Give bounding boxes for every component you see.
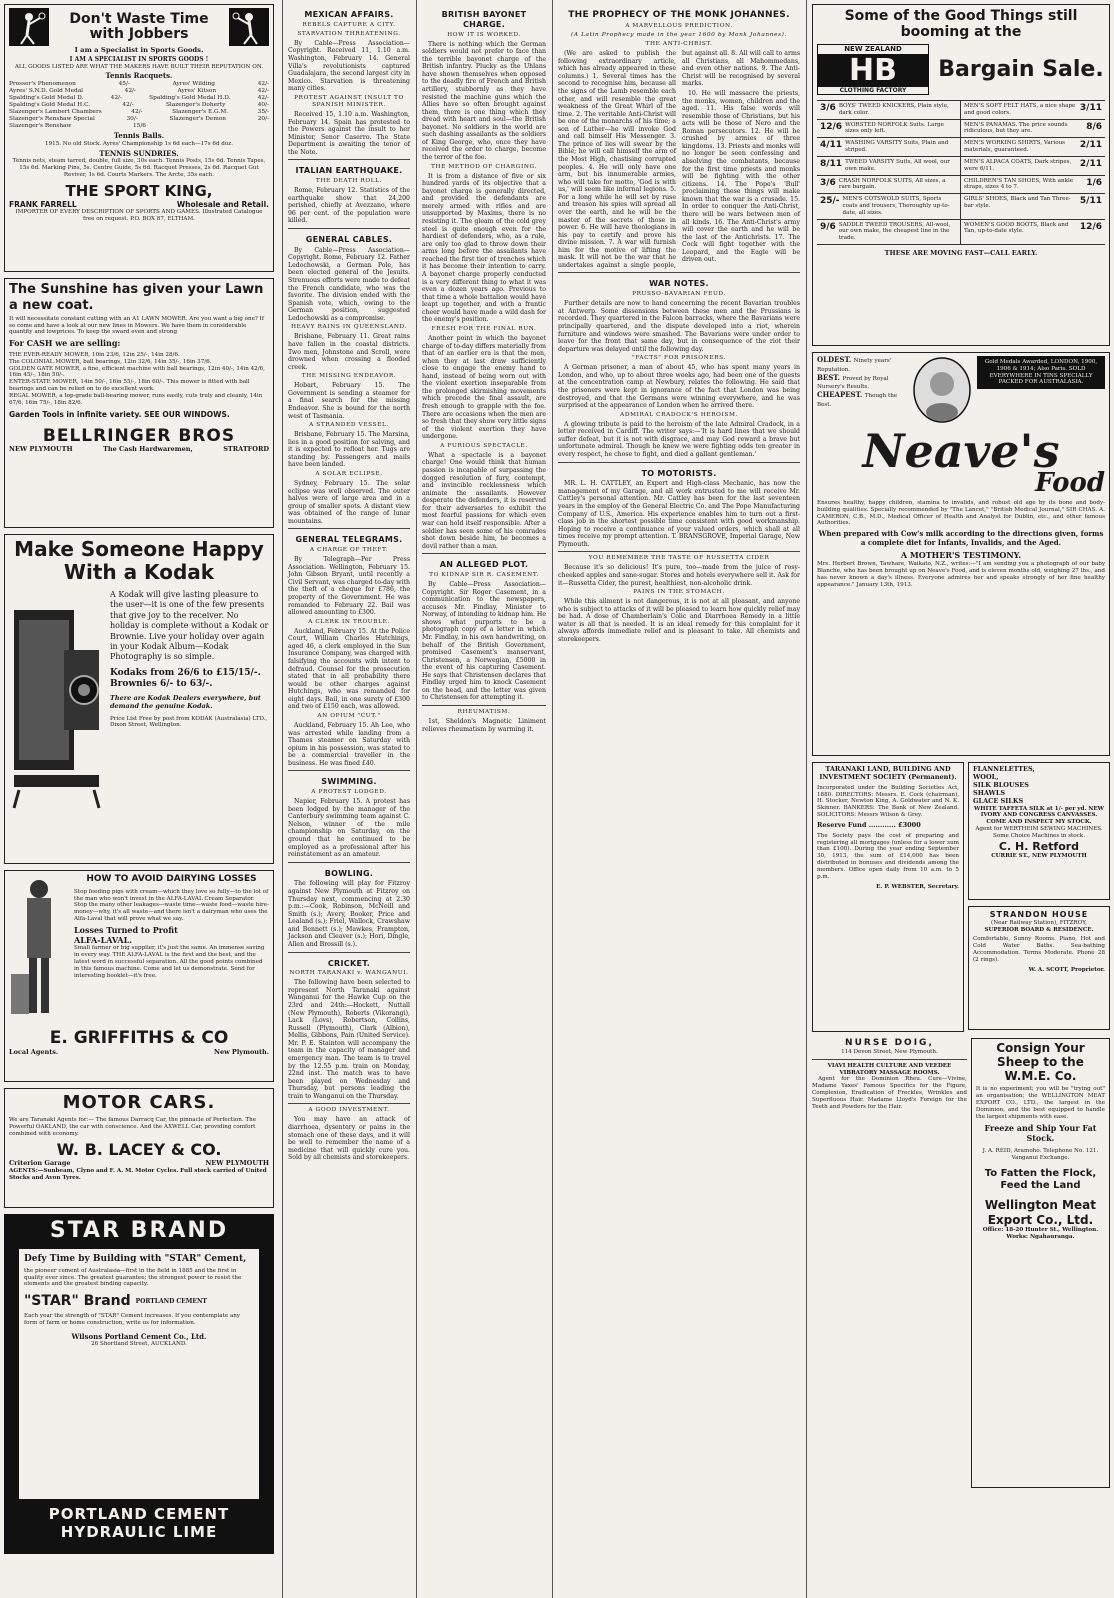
article-subheading: HEAVY RAINS IN QUEENSLAND. [290,324,408,331]
price-row: Slazenger's Lambert Chambers 42/- Slazenger's E.G.M. 35/- [9,109,269,116]
ad-subhead: Defy Time by Building with "STAR" Cement, [24,1253,247,1264]
address: CURRIE ST., NEW PLYMOUTH [991,853,1087,860]
badge: CHEAPEST. Though the Best. [817,390,898,409]
article-body: Auckland, February 15. At the Police Court, William Charles Hutchings, aged 46, a clerk employed in the Sun Insurance Company, was charged with falsifying the accounts with intent to defraud. Counsel for the prosecution stated that in all probability there would be other charges against Hutchings, who was remanded for eight days. Bail, in one surety of £300 and two of £150 each, was allowed. [288,627,410,711]
ad-line: I AM A SPECIALIST IN SPORTS GOODS ! [69,56,209,64]
firm-name: Wellington Meat Export Co., Ltd. [984,1197,1096,1227]
ad-subhead: Freeze and Ship Your Fat Stock. [984,1123,1097,1144]
list-item: THE EVER-READY MOWER, 10in 23/6, 12in 25/-, 14in 28/6. [9,351,180,358]
ad-line: PORTLAND CEMENT [135,1298,207,1306]
column-divider [552,0,553,1598]
price-cell: MEN'S WORKING SHIRTS, Various materials, guaranteed. 2/11 [961,138,1105,157]
price-row: Spalding's Gold Medal D. 42/- Spalding's Gold Medal H.D. 42/- [9,95,269,102]
brand-name: THE SPORT KING, [65,181,213,200]
agent-line: J. A. REID, Aramoho. Telephone No. 121. Vanganui Exchange. [982,1147,1099,1161]
owner-tail: Wholesale and Retail. [176,199,269,209]
ad-line: Criterion Garage [9,1158,71,1167]
article-subheading: YOU REMEMBER THE TASTE OF RUSSETTA CIDER [588,555,770,562]
neaves-food-ad [812,352,1110,756]
farmer-separator-icon [9,874,69,1024]
ad-subhead: A MOTHER'S TESTIMONY. [900,550,1022,561]
price-cell: MEN'S PANAMAS. The price sounds ridiculous, but they are. 8/6 [961,120,1105,139]
price-cell: 9/6 SADDLE TWEED TROUSERS, All-wool, our own make, the cheapest line in the trade. [817,220,961,245]
ad-headline: HOW TO AVOID DAIRYING LOSSES [86,874,257,884]
ad-line: COME AND INSPECT MY STOCK. [986,819,1092,826]
taranaki-society-ad [812,762,964,1032]
ad-headline: STRANDON HOUSE [989,910,1089,919]
article-body: Sydney, February 15. The solar eclipse was well observed. The outer halves were of large area and in a group of smaller spots. A distant view was obtained of the range of lunar mountains. [288,480,410,525]
article-body: While this ailment is not dangerous, it is not at all pleasant, and anyone who is subject to attacks of it will be pleased to learn how quickly relief may be had. A dose of Chamberlain's Colic and Diarrhoea Remedy in a little water is all that is needed. It is an ideal remedy for this complaint for it always affords immediate relief and is pleasant to take. All chemists and storekeepers. [558,598,800,643]
article-body: By Cable—Press Association—Copyright. Received 11, 1.10 a.m. Washington, February 14. General Villa's revolutionists captured Guadalajara, the second largest city in Mexico. Starvation is threatening many cities. [288,39,410,93]
article-subheading: A GOOD INVESTMENT. [308,1107,390,1114]
article-body: You may have an attack of diarrhoea, dysentery or pains in the stomach one of these days, and it will be well to remember the name of a medicine that will quickly cure you. Sold by all chemists and storekeepers. [288,1116,410,1162]
list-item: SILK BLOUSES [973,780,1029,789]
ad-subhead: For CASH we are selling: [9,338,121,349]
mower-list [9,352,269,407]
article-body: Rome, February 12. Statistics of the earthquake show that 24,200 perished, chiefly at Avezzano, where 96 per cent. of the population were killed. [288,187,410,225]
ad-text: It is no experiment; you will be "trying out" an organisation; the WELLINGTON MEAT EXPORT CO., LTD., the largest in the Dominion, and the best equipped to handle the largest shipments with ease. [975,1086,1105,1120]
article-body: The following have been selected to represent North Taranaki against Wanganui for the Hawke Cup on the 23rd and 24th:—Hockett, Nuttall (New Plymouth), Roberts (Vikorangi), Lack (Lovs), Robertson, Collins, Russell (Plymouth), Clark (Albion), Mellis, Gibbons, Pain (United Service). Mr. P. E. Stainton will accompany the team in the capacity of manager and emergency man. The team is to travel by the 12.55 p.m. train on Monday, 22nd inst. The match was to have been played on Wednesday and Thursday, but persons leading the train to Wanganui on the Thursday. [288,979,410,1100]
article-body: MR. L. H. CATTLEY, an Expert and High-class Mechanic, has now the management of my Garage, and all work entrusted to me will receive Mr. Cattley's personal attention. Mr. Cattley has been for the last seventeen years in the employ of the General Electric Co. and The Pope Manufacturing Company of U.S., America. His experience enables him to turn out a first-class job in the shortest possible time consistent with good workmanship. Hoping to receive a continuance of your valued orders, which shall at all times receive my prompt attention. T. BRANSGROVE, Imperial Garage, New Plymouth. [558,480,800,548]
price-cell: WOMEN'S GOOD BOOTS, Black and Tan, up-to-date style. 12/6 [961,220,1105,245]
article-body: Brisbane, February 11. Great rains have fallen in the coastal districts. Two men, Johnstone and Scroll, were drowned when crossing a flooded creek. [288,333,410,371]
article-body: Further details are now to hand concerning the recent Bavarian troubles at Antwerp. Some dissensions between these men and the Prussians is recorded. They quartered in the Falcon barracks, where the Bavarians were principally quartered, and the dispute developed into a riot, wherein furniture and windows were smashed. The Bavarians were under order to leave for the front that same day, but in consequence of the riot their departure was delayed until the following day. [558,300,800,353]
article-subheading: A PROTEST LODGED. [311,789,387,796]
article-subheading: A FURIOUS SPECTACLE. [440,442,528,449]
ad-headline: TARANAKI LAND, BUILDING AND INVESTMENT SOCIETY (Permanent). [819,765,957,781]
price-row: Ayres' S.N.D. Gold Medal 42/- Ayres' Kitson 42/- [9,88,269,94]
article-body: It is from a distance of five or six hundred yards of its objective that a bayonet charge is generally directed, and provided the defendants are merely armed with rifles and are unsupported by Maxims, there is no resisting it. The gleam of the cold grey steel is quite enough even for the hardiest of defenders, who, as a rule, are only too glad to throw down their arms long before the assailants have reached the first tier of trenches which it has become their intention to carry. A bayonet charge properly conducted is a very different thing to what it was even a dozen years ago. Previous to that time a whole battalion would have leapt up together, and with a frantic cheer would have made a wild dash for the enemy's position. [422,172,546,324]
column-divider [806,0,807,1598]
price-row: Prosser's Phenomenon 45/- Ayres' Wilding 42/- [9,80,269,87]
hb-logo [817,44,929,95]
ad-footer: AGENTS:—Sunbeam, Clyno and F. A. M. Motor Cycles. Full stock carried of United Stocks and Avon Tyres. [9,1167,267,1181]
article-heading: TO MOTORISTS. [641,468,717,478]
address: 26 Shortland Street, AUCKLAND. [91,1341,187,1348]
ad-text: Tennis nets, steam tarred, double, full size, 30s each. Tennis Posts, 15s 6d. Tennis Tapes, 15s 6d. Marking Pins, 5s. Centre Guide, 5s 6d. Racquet Presses, 2s 6d. Racquet Gut Reviver, 1s 6d. Courts Markers. The Arcte, 35s each. [12,158,266,178]
article-body: 10. He will massacre the priests, the monks, women, children and the aged. 11. His false words will resemble those of Christians, but his acts will be those of Nero and the Roman persecutors. 12. He will be crushed by armies of three kingdoms. 13. Priests and monks will no longer be seen confessing and absolving the combatants, because for the first time priests and monks will be fighting with the other citizens. 14. The Pope's 'Bull' proclaiming these things will make known that the war is a crusade. 15. In order to conquer the Anti-Christ, there will be wars between men of all kinds. 16. The Anti-Christ's army will cover the earth and he will be the last of the Antichrists. 17. The Cock will fight together with the Leopard, and the Eagle will be driven out. [682,89,800,264]
article-body: Another point in which the bayonet charge of to-day differs materially from that of an earlier era is that the men, when they at last draw sufficiently close to engage the enemy hand to hand, instead of being worn out with the violent exertion inseparable from the prolonged skirmishing movements which precede the final assault, are fresh enough to grapple with the foe. There are occasions when the men are so fresh that they show very little signs of the violent exertion they have undergone. [422,334,546,441]
price-cell: MEN'S ALPACA COATS, Dark stripes, were 6/11. 2/11 [961,157,1105,176]
ad-text: Agent for WERTHEIM SEWING MACHINES. Some Choice Machines in stock. [975,826,1103,839]
article-heading: GENERAL CABLES. [305,234,393,244]
news-column-3 [418,0,550,1598]
article-subheading: "FACTS" FOR PRISONERS. [632,355,726,362]
article-body: Received 15, 1.10 a.m. Washington, February 14. Spain has protested to the Powers against the insult to her Minister, Senor Caserro. The State Department is awaiting the tenor of the Note. [288,110,410,156]
news-column-4 [554,0,804,1598]
ad-text: It will necessitate constant cutting with an A1 LAWN MOWER. Are you want a big one? If so come and have a look at our new lines in Mowers. We have them in considerable quantity and lowprices. To keep the sward even and strong [9,315,264,336]
article-heading: BOWLING. [324,868,374,878]
firm-name: Wilsons Portland Cement Co., Ltd. [71,1331,207,1341]
tennis-player-icon [9,8,49,46]
reserve-fund: Reserve Fund ............ £3000 [817,820,921,829]
signature: W. A. SCOTT, Proprietor. [1028,966,1105,973]
article-body: Auckland, February 15. Ah Lee, who was arrested while landing from a Thames steamer on Saturday with opium in his possession, was stated to be a commercial traveller in the business. He was fined £40. [288,722,410,767]
article-subheading: FRESH FOR THE FINAL RUN. [431,325,537,332]
bellringer-lawn-mower-ad [4,278,274,528]
ads-column-left [0,0,278,1598]
retford-drapery-ad [968,762,1110,900]
ad-headline: Bargain Sale. [938,56,1104,82]
news-column-2 [284,0,414,1598]
article-body: Hobart, February 15. The Government is sending a steamer for a final search for the missing Endeavor. She is bound for the north west of Tasmania. [288,382,410,420]
ad-subhead: When prepared with Cow's milk according to the directions given, forms a complete diet for Infants, Invalids, and the Aged. [818,529,1104,547]
brand-subname: Food [1035,468,1105,498]
firm-name: C. H. Retford [998,839,1080,853]
badge: BEST. Proved by Royal Nursery's Results. [817,372,889,391]
ad-text: Small farmer or big supplier, it's just the same. An immense saving in every way. THE ALFA-LAVAL is the first and the best, and the latest word in successful separation. All the good points combined in this famous machine. Come and let us demonstrate. Send for interesting booklet—it's free. [74,945,265,979]
racquet-price-list [9,81,269,130]
article-subheading: ADMIRAL CRADOCK'S HEROISM. [620,411,738,418]
article-subheading: RHEUMATISM. [457,709,511,715]
ad-footer: THESE ARE MOVING FAST—CALL EARLY. [884,249,1038,258]
list-item: WOOL, [973,772,999,781]
article-heading: SWIMMING. [321,777,377,787]
price-row: Spalding's Gold Medal H.C. 42/- Slazenger's Doherty 40/- [9,102,269,109]
price-grid [817,100,1105,245]
sport-king-ad [4,4,274,272]
medals-box: Gold Medals Awarded, LONDON, 1900, 1906 & 1914; Also Paris. SOLD EVERYWHERE IN TINS SPECIALLY PACKED FOR AUSTRALASIA. [977,356,1105,389]
ad-headline: STAR BRAND [49,1218,229,1243]
wme-meat-export-ad [971,1038,1110,1488]
price-cell: 3/6 BOYS' TWEED KNICKERS, Plain style, dark color. [817,101,961,120]
article-subheading: A CLERK IN TROUBLE. [308,618,390,625]
article-heading: WAR NOTES. [649,279,709,289]
price-cell: 3/6 CRASH NORFOLK SUITS, All sizes, a rare bargain. [817,176,961,195]
article-heading: GENERAL TELEGRAMS. [295,535,403,545]
article-subheading: REBELS CAPTURE A CITY. [302,21,396,28]
ad-text: Each year the strength of "STAR" Cement increases. If you contemplate any form of farm or home construction, write us for information. [24,1313,241,1327]
article-heading: ITALIAN EARTHQUAKE. [295,166,403,176]
list-item: FLANNELETTES, [973,765,1035,773]
ad-subhead: To Fatten the Flock, Feed the Land [984,1167,1097,1191]
ad-subhead: Losses Turned to Profit [74,924,178,935]
article-subheading: THE METHOD OF CHARGING. [430,163,538,170]
ad-text: We are Taranaki Agents for:— The famous Darracq Car, the pinnacle of Perfection. The Powerful OAKLAND, the car with conscience. And the AXWELL Car, providing comfort combined with economy. [9,1116,257,1137]
list-item: GLACE SILKS [973,796,1024,805]
article-body: (We are asked to publish the following extraordinary article, which has already appeared in these columns.) 1. Several times has the second to recognise him, because all the signs of the Lamb resemble each other, and will resemble the great weakness of the Great Whirl of the time. 2. The veritable Anti-Christ will be one of the monarchs of his time; a son of Luther—he will invoke God and call himself His Messenger. 3. The prince of lies will swear by the Bible; he will call himself the arm of the Most High, chastising corrupted peoples. 4. He will only have one arm, but his innumerable armies, who will take for motto, 'God is with us,' will seem like infernal legions. 5. For a long while he will set by ruse and treason his spies will spread all over the earth, and he will be the master of the secrets of those in power. 6. He will have theologians in his pay to certify and prove his divine mission. 7. A war will furnish him for the motive of lifting the mask. It will not be the war that he undertakes against a single people, but against all. 8. All will call to arms all Christians, all Mahommedans, and even other nations. 9. The Anti-Christ will be recognised by several marks. [558,50,800,269]
owner-name: FRANK FARRELL [9,199,77,209]
badge-list [817,356,907,409]
ad-line: (Near Railway Station), FITZROY, [991,919,1087,926]
ad-headline: The Sunshine has given your Lawn a new coat. [9,282,264,313]
section-title: Tennis Racquets. [105,71,173,81]
article-body: 1st, Sheldon's Magnetic Liniment relieves rheumatism by warming it. [422,718,546,733]
list-item: The COLONIAL MOWER, ball bearings, 12in 32/6, 14in 35/-, 16in 37/6. [9,358,212,365]
tennis-player-icon [229,8,269,46]
section-title: TENNIS SUNDRIES. [99,148,179,158]
list-item: ENTER-STATE MOWER, 14in 50/-, 16in 55/-, 18in 60/-. This mower is fitted with ball bearings and can be relied on to do excellent work. [9,379,250,392]
article-subheading: THE DEATH ROLL. [315,178,383,185]
hb-logo-mark: HB [818,54,928,87]
ad-text: 1915. No old Stock. Ayres' Championship 1s 6d each—17s 6d doz. [45,140,233,147]
article-body: By Telegraph—Per Press Association. Wellington, February 15. John Gibson Bryant, until recently a Civil Servant, was charged to-day with the theft of a cheque for £786, the property of the Government. He was remanded to February 22. Bail was allowed amounting to £300. [288,556,410,617]
article-subheading: HOW IT IS WORKED. [447,31,521,38]
ad-text: the pioneer cement of Australasia—first in the field in 1885 and the first in quality ever since. The greatest guarantee; the strongest power to resist the elements and the greatest binding capacity. [24,1267,242,1288]
ad-line: Garden Tools in infinite variety. SEE OUR WINDOWS. [9,410,230,420]
town: NEW PLYMOUTH [205,1158,269,1167]
article-subheading: A CHARGE OF THEFT. [309,547,389,554]
price-cell: CHILDREN'S TAN SHOES, With ankle straps, sizes 4 to 7. 1/6 [961,176,1105,195]
article-body: A glowing tribute is paid to the heroism of the late Admiral Cradock, in a letter received in Cardiff. The writer says:—'It is hard lines that we should suffer defeat, but it is not with disgrace, and may God reward a brave but unfortunate admiral. Though he knew we were fighting odds ten greater in every respect, he chose to fight, and died a gallant gentleman.' [558,420,800,458]
town: New Plymouth. [214,1047,269,1056]
article-subheading: TO KIDNAP SIR R. CASEMENT. [429,571,539,578]
column-divider [282,0,283,1598]
price-cell: 4/11 WASHING VARSITY Suits, Plain and striped. [817,138,961,157]
ad-text: Mrs. Herbert Brown, Tawhare, Waikato, N.Z., writes:—"I am sending you a photograph of our baby Blanche, who has been brought up on Neave's Food, and is eleven months old, weighing 27 lbs., and has never known a day's illness. Everyone admires her and speaks strongly of her fine healthy appearance." January 13th, 1913. [817,561,1105,588]
article-subheading: PROTEST AGAINST INSULT TO SPANISH MINISTER. [294,94,404,108]
ad-headline: NURSE DOIG, [845,1038,934,1048]
alfa-laval-ad [4,870,274,1082]
ad-text: Stop feeding pigs with cream—which they love so fully—to the lot of the man who won't invest in the ALFA-LAVAL Cream Separator. Stop the many other leakages—waste time—waste food—waste hire-money—why, it's all waste—and there isn't a dairyman who uses the Alfa-Laval that will prove what we say. [74,888,269,922]
brand-name: BELLRINGER BROS [42,425,236,446]
ad-subhead: SUPERIOR BOARD & RESIDENCE. [984,926,1094,933]
article-body: Brisbane, February 15. The Marsina, lies in a good position for salving, and it is expected to refloat her. Tugs are standing by. Passengers and mails have been landed. [288,431,410,469]
article-subheading: PRUSSO-BAVARIAN FEUD. [632,291,726,298]
signature: E. P. WEBSTER, Secretary. [876,883,959,890]
article-body: There is nothing which the German soldiers would not prefer to face than the terrible bayonet charge of the British infantry. Plucky as the Uhlans have shown themselves when opposed to the deadly fire of French and British artillery, stubbornly as they have resisted the machine guns which the Allies have so often brought against them, there is one thing which they dread with heart and soul—the British bayonet. No soldiers in the world are such dashing assailants as the soldiers of King George, who, once they have received the order to charge, become the terror of the foe. [422,40,546,161]
logo-line: NEW ZEALAND [844,45,902,54]
section-title: Tennis Balls. [113,131,165,141]
hb-bargain-sale-ad [812,4,1110,346]
article-body: Napier, February 15. A protest has been lodged by the manager of the Canterbury swimming team against C. Nelson, winner of the mile championship on Saturday, on the ground that he continued to be employed as a professional after his reinstatement as an amateur. [288,798,410,859]
price-cell: GIRLS' SHOES, Black and Tan Three-bar style. 5/11 [961,194,1105,219]
ad-headline: Some of the Good Things still booming at the [844,8,1078,41]
ad-text: Ensures healthy, happy children, stamina to invalids, and robust old age by its bone and body-building qualities. Specially recommended by "The Lancet," "British Medical Journal," SIR CHAS. A. CAMERON, C.B., M.D., Medical Officer of Health and Analyst for Dublin, etc., and other famous Authorities. [817,500,1105,527]
badge: OLDEST. Ninety years' Reputation. [817,355,892,373]
article-body: A German prisoner, a man of about 45, who has spent many years in London, and who, up to about three weeks ago, had been one of the guests at the concentration camp at Newbury, relates the following. He said that the prisoners were kept in ignorance of the fact that London was being destroyed, and that the Germans were winning everywhere, and he was surprised at the appearance of London when he arrived there. [558,364,800,410]
ad-headline: Make Someone Happy With a Kodak [14,537,264,584]
price-line: Kodaks from 26/6 to £15/15/-. Brownies 6/- to 63/-. [110,667,261,689]
article-subheading: PAINS IN THE STOMACH. [633,589,725,596]
baby-portrait-icon [912,356,972,424]
star-cement-ad [4,1214,274,1554]
town: NEW PLYMOUTH [9,445,73,454]
firm-name: E. GRIFFITHS & CO [49,1028,229,1048]
ad-headline: MOTOR CARS. [62,1092,216,1113]
article-subheading: A STRANDED VESSEL. [309,422,389,429]
ad-subhead: I am a Specialist in Sports Goods. [74,46,204,54]
price-cell: 12/6 WORSTED NORFOLK Suits. Large sizes only left. [817,120,961,139]
strandon-house-ad [968,906,1110,1030]
price-row: Slazenger's Renshaw Special 30/- Slazenger's Demon 20/- [9,116,269,123]
nurse-doig-notice [812,1038,967,1598]
ads-column-right [808,0,1114,1598]
article-subheading: THE ANTI-CHRIST. [645,41,713,48]
ad-headline: Don't Waste Time with Jobbers [69,10,209,42]
article-heading: AN ALLEGED PLOT. [439,560,529,570]
article-body: What a spectacle is a bayonet charge! One would think that human passion is incapable of surpassing the dogged resolution of fury, contempt, and invincible recklessness which animate the assailants. However desperate the defenders, it is reserved for their adversaries to exhibit the most fearful passions for which even war can hold itself responsible. After a soldier has seen some of his comrades shot down beside him, he becomes a devil rather than a man. [422,451,546,550]
article-subheading: AN OPIUM "CUT." [317,712,381,719]
article-body: The following will play for Fitzroy against New Plymouth at Fitzroy on Thursday next, commencing at 2.30 p.m.:—Cook, Robinson, McNeill and Smith (s.); Avery, Booker, Price and Lealand (s.); Friel, Wallock, Crawshaw and Bennett (s.); Mawkes, Frampton, Jackson and Cleaver (s.); Hori, Dingle, Allen and Brossill (s.). [288,880,410,948]
ad-subhead: VIAVI HEALTH CULTURE AND VEEDEE VIBRATORY MASSAGE ROOMS. [827,1062,952,1076]
article-body: By Cable—Press Association—Copyright. Sir Roger Casement, in a communication to the newspapers, accuses Mr. Findlay, Minister to Norway, of intending to kidnap him. He shows what purports to be a photograph copy of a letter in which Mr. Findlay, in his own handwriting, on behalf of the British Government, promised Casement's manservant, Christensen, a Norwegian, £5000 in the event of his capturing Casement. He says that Christensen declares that Findlay urged him to knock Casement on the head, and the letter was given to Christensen for attempting it. [422,581,546,702]
list-item: SHAWLS [973,788,1006,797]
kodak-ad [4,534,274,864]
firm-name: W. B. LACEY & CO. [56,1140,222,1160]
product-list [973,766,1105,806]
ad-line: Local Agents. [9,1047,59,1056]
folding-camera-icon [9,590,104,810]
ad-banner: PORTLAND CEMENT HYDRAULIC LIME [48,1504,230,1542]
article-subheading: A SOLAR ECLIPSE. [315,470,383,477]
motor-cars-ad [4,1088,274,1208]
price-cell: 25/- MEN'S COTSWOLD SUITS, Sports coats and trousers, Thoroughly up-to-date, all sizes. [817,194,961,219]
article-note: (A Latin Prophecy made in the year 1600 by Monk Johannes). [571,32,787,39]
address: Office: 18-20 Hunter St., Wellington. Works: Ngahauranga. [982,1227,1099,1241]
article-subheading: NORTH TARANAKI v. WANGANUI. [289,970,409,977]
ad-text: Comfortable, Sunny Rooms. Piano, Hot and Cold Water Baths. Sea-bathing Accommodation. Terms Moderate. Phone 28 (2 rings). [973,936,1105,963]
article-body: By Cable—Press Association—Copyright. Rome, February 12. Father Ledochowski, a German Pole, has been elected general of the Jesuits. Strenuous efforts were made to defeat the French candidate, who was the favorite. The division ended with the Spanish vote, which, owing to the German position, suggested Ledochowski as a compromise. [288,246,410,322]
ad-headline: Consign Your Sheep to the W.M.E. Co. [996,1041,1085,1083]
list-item: REGAL MOWER, a top-grade ball-bearing mower, runs easily, cuts truly and cleanly, 14in 67/6, 16in 75/-, 18in 82/6. [9,392,263,406]
article-subheading: THE MISSING ENDEAVOR. [301,373,397,380]
ad-line: ALL GOODS LISTED ARE WHAT THE MAKERS HAVE BUILT THEIR REPUTATION ON. [14,63,264,70]
article-heading: CRICKET. [327,958,371,968]
list-item: GOLDEN GATE MOWER, a fine, efficient machine with ball bearings, 12in 40/-, 14in 42/6, 16in 45/-, 18in 50/-. [9,365,265,379]
ad-text: A Kodak will give lasting pleasure to the user—it is one of the few presents that give joy to the receiver. No holiday is complete without a Kodak or Brownie. Live your holiday over again in your Kodak Album—Kodak Photography is so simple. [110,590,269,662]
article-subheading: STARVATION THREATENING. [297,30,401,37]
ad-line: There are Kodak Dealers everywhere, but demand the genuine Kodak. [110,693,261,710]
article-subheading: A MARVELLOUS PREDICTION. [625,22,733,29]
logo-line: CLOTHING FACTORY [839,86,907,94]
ad-text: Agent for the Dominion Rheu. Cure—Vivine, Madame Yaxes' Famous Specifics for the Figure, Complexion, Eradication of Freckles, Wrinkles and Superfluous Hair. Madame Lloyd's Foreign for the Teeth and Powders for the Hair. [812,1076,967,1110]
price-row: Slazenger's Renshaw 15/6 [9,123,146,130]
brand-name: Neave's [862,424,1060,478]
ad-text: The Society pays the cost of preparing and registering all mortgages (unless for a lower sum than £100). During the year ending September 30, 1913, the sum of £14,000 has been distributed in bonuses and dividends among the members. Office open daily from 10 a.m. to 5 p.m. [817,832,959,880]
brand-name: ALFA-LAVAL. [74,934,133,945]
article-heading: THE PROPHECY OF THE MONK JOHANNES. [568,10,790,20]
column-divider [416,0,417,1598]
article-body: Because it's so delicious! It's pure, too—made from the juice of rosy-cheeked apples and sane-sugar. Stores and hotels everywhere sell it. Ask for it—Russetta Cider, the purest, healthiest, non-alcoholic drink. [558,564,800,587]
ad-footer: Price List Free by post from KODAK (Australasia) LTD., Dixon Street, Wellington. [110,715,268,729]
article-heading: BRITISH BAYONET CHARGE. [441,10,527,29]
price-cell: MEN'S SOFT FELT HATS, a nice shape and good colors. 3/11 [961,101,1105,120]
ad-text: WHITE TAFFETA SILK at 1/- per yd. NEW IVORY AND CONGRESS CANVASSES. [974,805,1104,819]
town: STRATFORD [223,445,269,454]
brand-name: "STAR" Brand [24,1293,131,1310]
article-heading: MEXICAN AFFAIRS. [304,10,394,19]
ad-line: The Cash Hardwaremen, [103,445,193,454]
price-cell: 8/11 TWEED VARSITY Suits, All wool, our own make. [817,157,961,176]
address: 114 Devon Street, New Plymouth. [841,1048,938,1055]
ad-footer: IMPORTER OF EVERY DESCRIPTION OF SPORTS AND GAMES. Illustrated Catalogue free on request. P.O. BOX 87, ELTHAM. [15,209,263,222]
ad-text: Incorporated under the Building Societies Act, 1880. DIRECTORS: Messrs. E. Cock (chairman), H. Stocker, Newton King, A. Goldwater and N. K. Skinner. BANKERS: The Bank of New Zealand. SOLICITORS: Messrs Wilson & Grey. [817,784,959,819]
